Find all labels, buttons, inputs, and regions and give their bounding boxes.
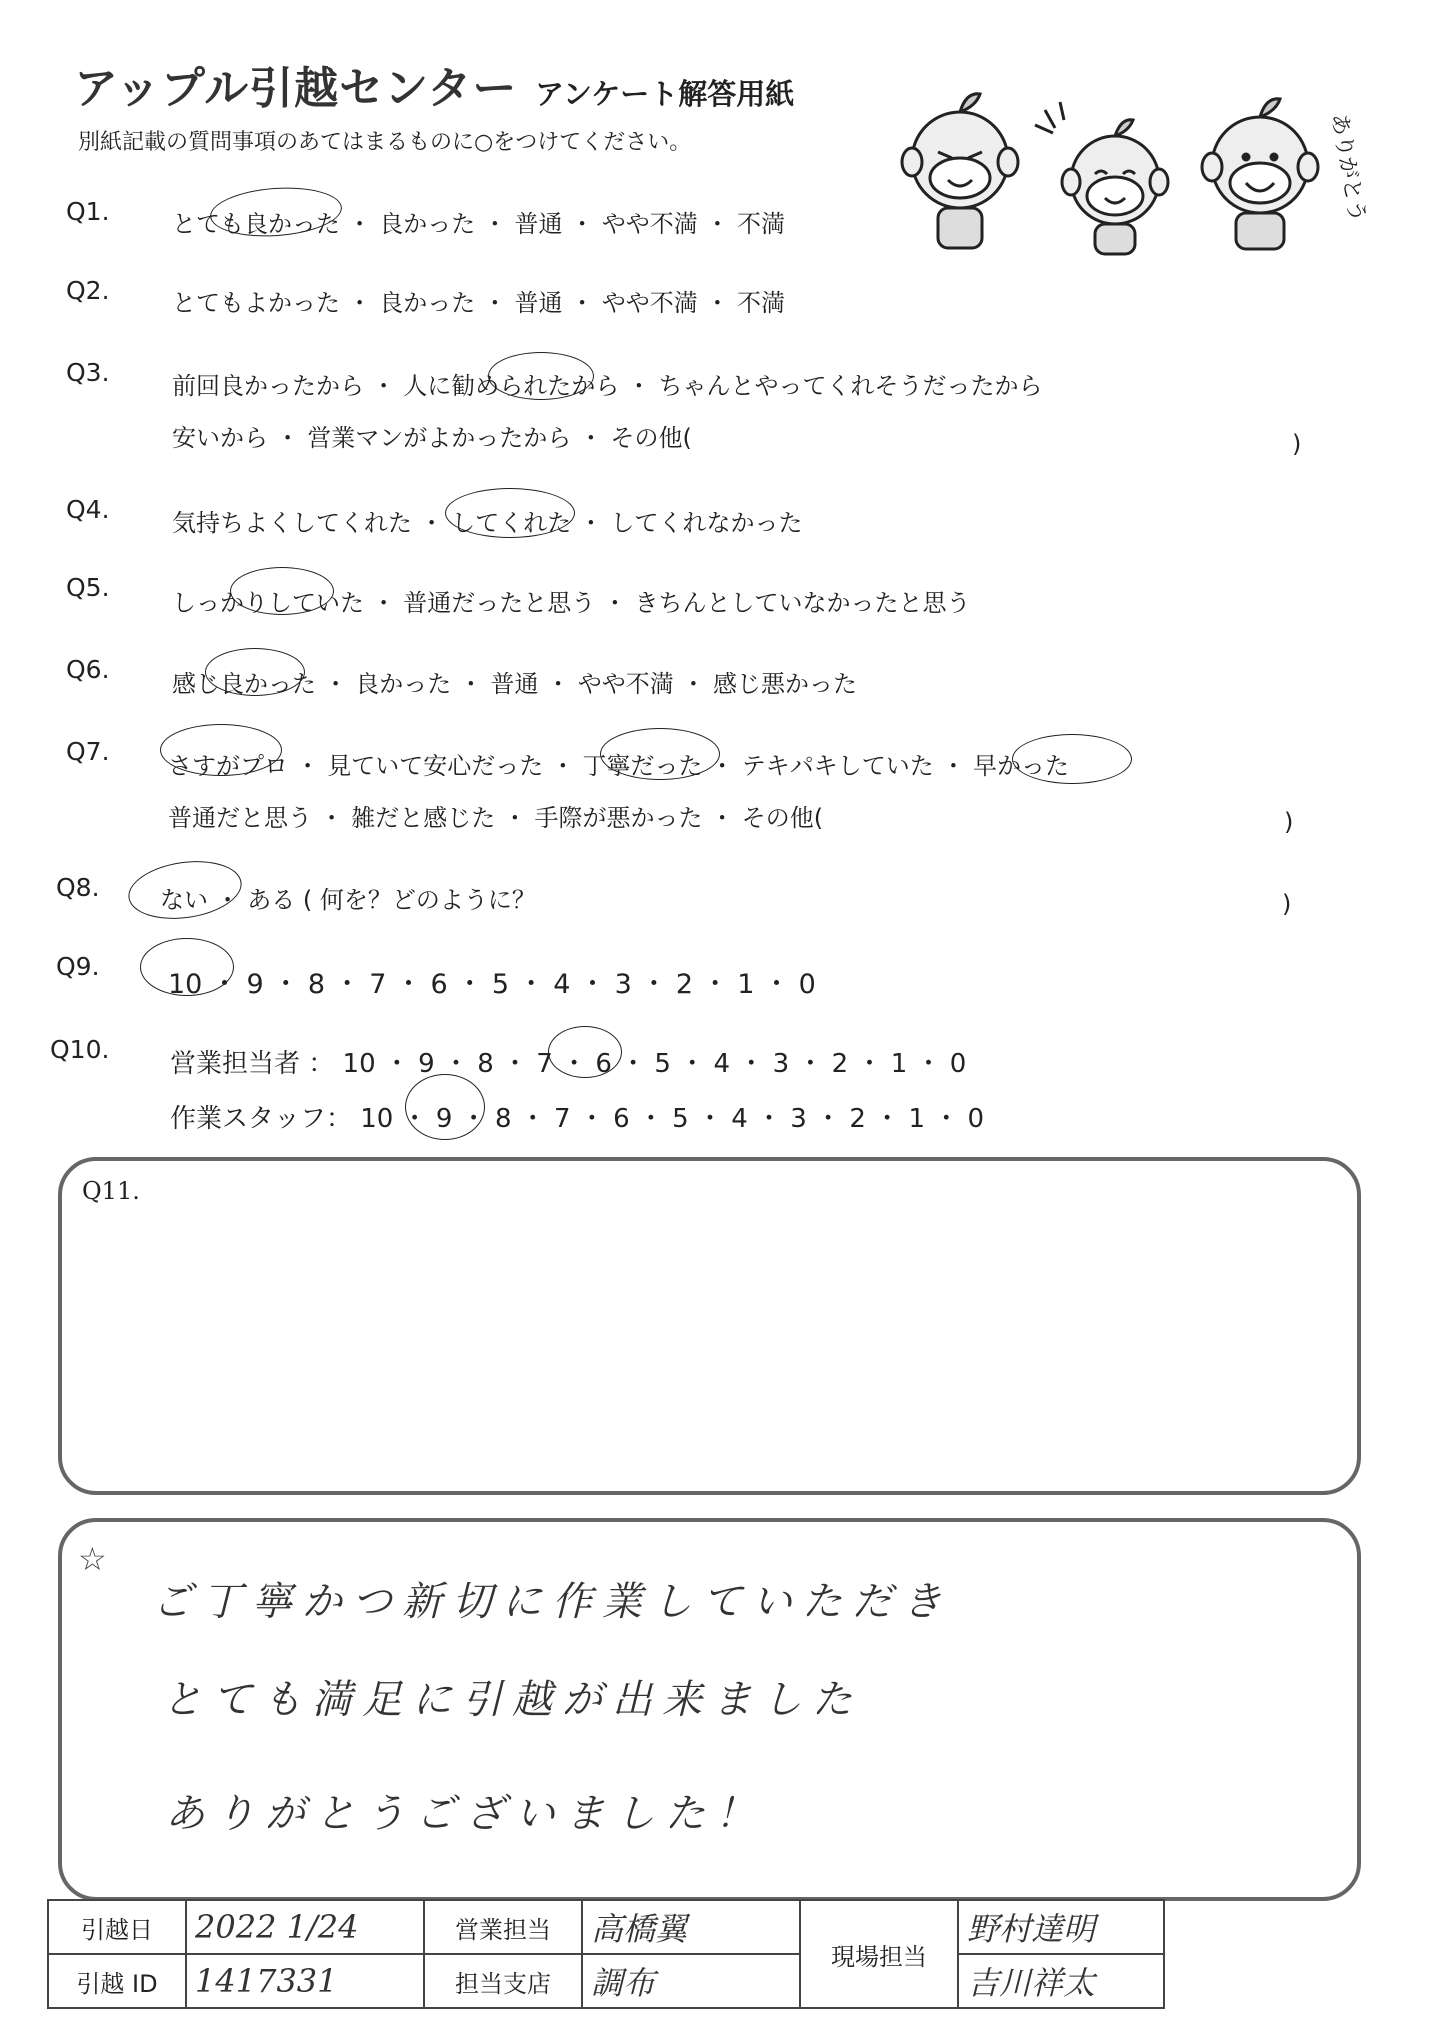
q3-options-line2: 安いから ・ 営業マンがよかったから ・ その他( <box>172 424 692 452</box>
brand-title: アップル引越センター <box>74 63 518 114</box>
move-date-value: 2022 1/24 <box>186 1900 424 1954</box>
q3-close-paren: ) <box>1292 430 1302 458</box>
q10-staff-selection-circle <box>405 1074 485 1140</box>
q11-label: Q11. <box>82 1177 140 1205</box>
q3-options: 前回良かったから ・ 人に勧められたから ・ ちゃんとやってくれそうだったから <box>172 372 1043 400</box>
q10-sales-options: 営業担当者 ： 10 ・ 9 ・ 8 ・ 7 ・ 6 ・ 5 ・ 4 ・ 3 ・ 2 ・ 1 ・ 0 <box>170 1049 967 1079</box>
site-name-2: 吉川祥太 <box>958 1954 1164 2008</box>
q5-label: Q5. <box>66 573 110 602</box>
q4-label: Q4. <box>66 495 110 524</box>
q6-selection-circle <box>205 648 305 696</box>
q3-selection-circle <box>488 352 594 400</box>
q8-options: ない ・ ある ( 何を？どのように？ <box>160 886 536 914</box>
q7-selection-circle-1 <box>160 724 282 776</box>
q10-staff-options: 作業スタッフ： 10 ・ 9 ・ 8 ・ 7 ・ 6 ・ 5 ・ 4 ・ 3 ・ 2 ・ 1 ・ 0 <box>170 1104 985 1134</box>
instruction-text: 別紙記載の質問事項のあてはまるものに○をつけてください。 <box>78 130 692 155</box>
q7-options-line2: 普通だと思う ・ 雑だと感じた ・ 手際が悪かった ・ その他( <box>168 804 824 832</box>
move-id-label: 引越 ID <box>48 1954 186 2008</box>
q2-options: とてもよかった ・ 良かった ・ 普通 ・ やや不満 ・ 不満 <box>172 289 786 317</box>
branch-label: 担当支店 <box>424 1954 582 2008</box>
q10-sales-selection-circle <box>548 1026 622 1078</box>
q3-label: Q3. <box>66 358 110 387</box>
q5-selection-circle <box>230 567 334 615</box>
move-date-label: 引越日 <box>48 1900 186 1954</box>
q8-close-paren: ) <box>1282 890 1292 918</box>
sales-name-value: 高橋翼 <box>582 1900 800 1954</box>
q9-selection-circle <box>140 938 234 996</box>
q1-label: Q1. <box>66 197 110 226</box>
q6-label: Q6. <box>66 655 110 684</box>
q7-label: Q7. <box>66 737 110 766</box>
comment-line-1: ご丁寧かつ新切に作業していただき <box>152 1579 952 1625</box>
comment-line-2: とても満足に引越が出来ました <box>162 1677 862 1723</box>
info-table <box>47 1899 1165 2009</box>
q4-selection-circle <box>445 488 575 538</box>
mascot-thanks-text: ありがとう <box>1325 111 1370 225</box>
q4-options: 気持ちよくしてくれた ・ してくれた ・ してくれなかった <box>172 509 803 537</box>
move-id-value: 1417331 <box>186 1954 424 2008</box>
form-subtitle: アンケート解答用紙 <box>535 77 795 111</box>
q7-close-paren: ) <box>1284 808 1294 836</box>
site-name-1: 野村達明 <box>958 1900 1164 1954</box>
comment-line-3: ありがとうございました！ <box>165 1791 765 1837</box>
q9-label: Q9. <box>56 952 100 981</box>
q11-box <box>58 1157 1361 1495</box>
mascot-illustration <box>890 65 1370 250</box>
sales-label: 営業担当 <box>424 1900 582 1954</box>
q7-selection-circle-3 <box>1012 734 1132 784</box>
q1-options: とても良かった ・ 良かった ・ 普通 ・ やや不満 ・ 不満 <box>172 210 786 238</box>
q6-options: 感じ良かった ・ 良かった ・ 普通 ・ やや不満 ・ 感じ悪かった <box>172 670 858 698</box>
q9-options: 10 ・ 9 ・ 8 ・ 7 ・ 6 ・ 5 ・ 4 ・ 3 ・ 2 ・ 1 ・ 0 <box>168 969 816 1000</box>
q2-label: Q2. <box>66 276 110 305</box>
q10-label: Q10. <box>50 1035 110 1064</box>
site-label: 現場担当 <box>800 1900 958 2008</box>
q7-options: さすがプロ ・ 見ていて安心だった ・ 丁寧だった ・ テキパキしていた ・ 早かった <box>168 752 1070 780</box>
star-icon: ☆ <box>78 1540 107 1578</box>
q5-options: しっかりしていた ・ 普通だったと思う ・ きちんとしていなかったと思う <box>172 589 971 617</box>
branch-value: 調布 <box>582 1954 800 2008</box>
q7-selection-circle-2 <box>600 728 720 780</box>
q8-label: Q8. <box>56 873 100 902</box>
